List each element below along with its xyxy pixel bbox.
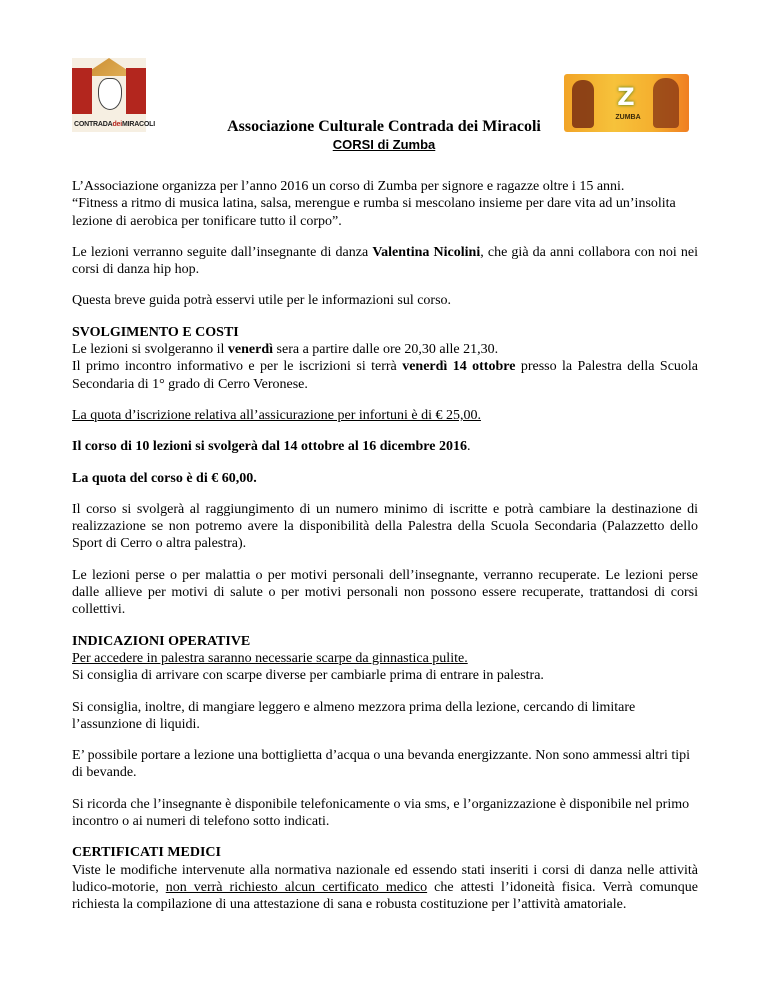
course-dates-text: Il corso di 10 lezioni si svolgerà dal 14 ottobre al 16 dicembre 2016	[72, 439, 467, 455]
page-subtitle: CORSI di Zumba	[332, 137, 436, 152]
certificates-text-b: che attesti l’idoneità fisica. Verrà comunque richiesta la compilazione di una attestazione di sana e robusta costituzione per l’attività amatoriale.	[72, 879, 698, 913]
shoes-required: Per accedere in palestra saranno necessarie scarpe da ginnastica pulite.	[72, 650, 468, 666]
logo-text-b: dei	[112, 121, 122, 128]
zumba-logo-icon: Z	[617, 83, 635, 111]
schedule-text-a: Le lezioni si svolgeranno il	[72, 342, 228, 358]
logo-text-c: MIRACOLI	[121, 121, 155, 128]
teacher-text-a: Le lezioni verranno seguite dall’insegnante di danza	[72, 244, 373, 260]
section-heading-indicazioni: INDICAZIONI OPERATIVE	[72, 633, 251, 649]
intro-quote: “Fitness a ritmo di musica latina, salsa, merengue e rumba si mescolano insieme per dare vita ad un’insolita lezione di aerobica per tonificare tutto il corpo”.	[72, 196, 676, 229]
minimum-paragraph: Il corso si svolgerà al raggiungimento di un numero minimo di iscritte e potrà cambiare la destinazione di realizzazione se non potremo avere la disponibilità della Palestra della Scuola Secondaria (Palazzetto dello Sport di Cerro o altra palestra).	[72, 501, 698, 552]
logo-text-a: CONTRADA	[74, 121, 113, 128]
course-dates	[72, 438, 698, 455]
schedule-text-c: sera a partire dalle ore 20,30 alle 21,30.	[273, 342, 499, 358]
food-advice: Si consiglia, inoltre, di mangiare leggero e almeno mezzora prima della lezione, cercando di limitare l’assunzione di liquidi.	[72, 699, 636, 732]
schedule-day: venerdì	[227, 342, 274, 358]
meeting-text-a: Il primo incontro informativo e per le iscrizioni si terrà	[72, 359, 403, 375]
certificates-paragraph	[72, 862, 698, 914]
first-meeting-paragraph	[72, 358, 698, 393]
logo-curtain-right	[126, 68, 146, 114]
course-fee	[72, 470, 698, 487]
drinks-paragraph: E’ possibile portare a lezione una bottiglietta d’acqua o una bevanda energizzante. Non sono ammessi altri tipi di bevande.	[72, 748, 690, 781]
teacher-name: Valentina Nicolini	[372, 244, 481, 260]
section-heading-svolgimento: SVOLGIMENTO E COSTI	[72, 324, 239, 340]
certificates-text-a: Viste le modifiche intervenute alla normativa nazionale ed essendo stati inseriti i corsi di danza nelle attività ludico-motorie,	[72, 862, 698, 895]
meeting-text-c: presso la Palestra della Scuola Secondaria di 1° grado di Cerro Veronese.	[72, 359, 699, 392]
guide-paragraph: Questa breve guida potrà esservi utile per le informazioni sul corso.	[72, 293, 452, 309]
contact-paragraph: Si ricorda che l’insegnante è disponibile telefonicamente o via sms, e l’organizzazione è disponibile nel primo incontro o ai numeri di telefono sotto indicati.	[72, 796, 690, 830]
schedule-line	[72, 341, 698, 358]
zumba-logo-text: ZUMBA	[615, 114, 641, 121]
logo-curtain-left	[72, 68, 92, 114]
certificates-underlined: non verrà richiesto alcun certificato medico	[165, 879, 428, 895]
page-title: Associazione Culturale Contrada dei Miracoli	[227, 118, 541, 135]
lost-lessons-paragraph: Le lezioni perse o per malattia o per motivi personali dell’insegnante, verranno recuperate. Le lezioni perse dalle allieve per motivi di salute o per motivi personali non possono essere recuperate, trattandosi di corsi collettivi.	[72, 567, 698, 618]
theatre-mask-icon	[98, 78, 122, 110]
section-heading-certificati: CERTIFICATI MEDICI	[72, 845, 221, 861]
document-body	[72, 178, 698, 914]
shoes-advice: Si consiglia di arrivare con scarpe diverse per cambiarle prima di entrare in palestra.	[72, 668, 544, 684]
teacher-text-b: , che già da anni collabora con noi nei corsi di danza hip hop.	[72, 244, 699, 278]
insurance-fee: La quota d’iscrizione relativa all’assicurazione per infortuni è di € 25,00.	[72, 407, 481, 423]
course-dates-end: .	[466, 439, 471, 455]
teacher-paragraph	[72, 244, 698, 279]
meeting-date: venerdì 14 ottobre	[402, 359, 516, 375]
course-fee-text: La quota del corso è di € 60,00.	[72, 470, 257, 486]
intro-line-1: L’Associazione organizza per l’anno 2016 un corso di Zumba per signore e ragazze oltre i 15 anni.	[72, 179, 625, 194]
